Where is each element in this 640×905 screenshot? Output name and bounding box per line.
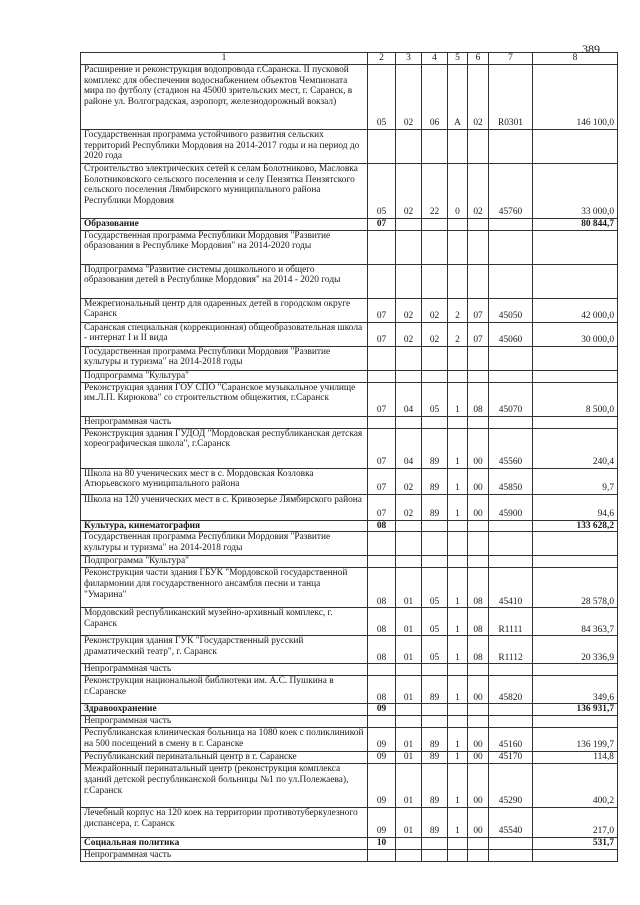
row-direction-code xyxy=(489,129,533,163)
row-name: Непрограммная часть xyxy=(81,716,368,728)
row-section-code: 08 xyxy=(368,568,396,608)
row-subsection-code xyxy=(396,838,422,850)
row-name: Непрограммная часть xyxy=(81,416,368,428)
row-amount: 80 844,7 xyxy=(533,218,618,230)
row-amount: 42 000,0 xyxy=(533,298,618,322)
row-section-code xyxy=(368,849,396,861)
row-program-code: 05 xyxy=(422,636,448,664)
row-direction-code: 45850 xyxy=(489,468,533,494)
row-group-code: 02 xyxy=(468,64,489,129)
row-subsection-code xyxy=(396,416,422,428)
column-header: 4 xyxy=(422,53,448,65)
row-section-code: 07 xyxy=(368,218,396,230)
table-row xyxy=(81,346,618,370)
row-program-code xyxy=(422,230,448,264)
row-group-code xyxy=(468,849,489,861)
row-subprogram-code xyxy=(448,532,468,556)
row-program-code xyxy=(422,532,448,556)
row-name: Непрограммная часть xyxy=(81,664,368,676)
row-direction-code: 45050 xyxy=(489,298,533,322)
row-subsection-code: 02 xyxy=(396,494,422,520)
row-subsection-code xyxy=(396,704,422,716)
row-direction-code: 45900 xyxy=(489,494,533,520)
column-header: 7 xyxy=(489,53,533,65)
row-subprogram-code xyxy=(448,416,468,428)
row-section-code xyxy=(368,370,396,382)
row-subsection-code xyxy=(396,520,422,532)
column-header: 1 xyxy=(81,53,368,65)
row-subsection-code xyxy=(396,532,422,556)
row-subprogram-code: А xyxy=(448,64,468,129)
row-subprogram-code xyxy=(448,264,468,298)
row-program-code xyxy=(422,664,448,676)
row-subsection-code xyxy=(396,218,422,230)
row-group-code: 00 xyxy=(468,808,489,838)
row-direction-code xyxy=(489,416,533,428)
row-name: Непрограммная часть xyxy=(81,849,368,861)
table-row xyxy=(81,568,618,608)
row-subprogram-code: 1 xyxy=(448,728,468,752)
row-group-code: 00 xyxy=(468,428,489,468)
table-row xyxy=(81,716,618,728)
column-header: 8 xyxy=(533,53,618,65)
row-program-code xyxy=(422,520,448,532)
row-name: Мордовский республиканский музейно-архивный комплекс, г. Саранск xyxy=(81,608,368,636)
row-section-code: 07 xyxy=(368,428,396,468)
row-amount: 133 628,2 xyxy=(533,520,618,532)
row-group-code: 07 xyxy=(468,298,489,322)
row-program-code xyxy=(422,346,448,370)
row-section-code xyxy=(368,264,396,298)
row-subsection-code xyxy=(396,849,422,861)
table-row xyxy=(81,416,618,428)
row-program-code: 89 xyxy=(422,764,448,808)
row-name: Реконструкция части здания ГБУК "Мордовской государственной филармонии для государственного ансамбля песни и танца "Умарина" xyxy=(81,568,368,608)
row-program-code xyxy=(422,704,448,716)
row-amount: 349,6 xyxy=(533,676,618,704)
row-name: Саранская специальная (коррекционная) общеобразовательная школа - интернат I и II вида xyxy=(81,322,368,346)
row-amount xyxy=(533,264,618,298)
row-program-code xyxy=(422,129,448,163)
row-group-code xyxy=(468,230,489,264)
row-direction-code: 45160 xyxy=(489,728,533,752)
row-section-code: 09 xyxy=(368,704,396,716)
row-name: Подпрограмма "Культура" xyxy=(81,556,368,568)
row-direction-code xyxy=(489,346,533,370)
row-group-code xyxy=(468,520,489,532)
row-direction-code: 45540 xyxy=(489,808,533,838)
row-group-code xyxy=(468,664,489,676)
row-program-code: 89 xyxy=(422,728,448,752)
table-row xyxy=(81,428,618,468)
row-direction-code: 45760 xyxy=(489,163,533,218)
row-direction-code: R0301 xyxy=(489,64,533,129)
row-group-code: 00 xyxy=(468,676,489,704)
row-program-code xyxy=(422,218,448,230)
section-row xyxy=(81,520,618,532)
row-program-code: 05 xyxy=(422,382,448,416)
row-direction-code: 45060 xyxy=(489,322,533,346)
row-direction-code xyxy=(489,556,533,568)
row-direction-code xyxy=(489,838,533,850)
row-section-code: 10 xyxy=(368,838,396,850)
row-amount: 217,0 xyxy=(533,808,618,838)
row-section-code: 07 xyxy=(368,494,396,520)
row-amount: 146 100,0 xyxy=(533,64,618,129)
row-amount: 400,2 xyxy=(533,764,618,808)
row-program-code xyxy=(422,264,448,298)
row-section-code: 08 xyxy=(368,676,396,704)
row-subprogram-code xyxy=(448,838,468,850)
row-subprogram-code: 1 xyxy=(448,636,468,664)
row-section-code: 05 xyxy=(368,64,396,129)
table-row xyxy=(81,322,618,346)
row-amount xyxy=(533,370,618,382)
row-subprogram-code: 1 xyxy=(448,752,468,764)
row-subsection-code xyxy=(396,264,422,298)
row-program-code: 89 xyxy=(422,494,448,520)
table-row xyxy=(81,468,618,494)
row-amount xyxy=(533,532,618,556)
table-row xyxy=(81,64,618,129)
row-group-code: 02 xyxy=(468,163,489,218)
row-section-code: 07 xyxy=(368,322,396,346)
row-direction-code: 45410 xyxy=(489,568,533,608)
row-name: Реконструкция здания ГОУ СПО "Саранское музыкальное училище им.Л.П. Кирюкова" со строительством общежития, г.Саранск xyxy=(81,382,368,416)
row-name: Школа на 80 ученических мест в с. Мордовская Козловка Атюрьевского муниципального района xyxy=(81,468,368,494)
table-row xyxy=(81,163,618,218)
row-subsection-code xyxy=(396,556,422,568)
row-subprogram-code: 1 xyxy=(448,608,468,636)
row-program-code xyxy=(422,416,448,428)
row-direction-code: 45560 xyxy=(489,428,533,468)
row-subprogram-code: 1 xyxy=(448,764,468,808)
table-row xyxy=(81,636,618,664)
page-number: 389 xyxy=(582,42,600,56)
row-subsection-code xyxy=(396,346,422,370)
row-amount: 20 336,9 xyxy=(533,636,618,664)
row-amount: 28 578,0 xyxy=(533,568,618,608)
row-subsection-code: 02 xyxy=(396,468,422,494)
budget-table xyxy=(80,52,618,862)
row-section-code: 09 xyxy=(368,728,396,752)
row-section-code: 09 xyxy=(368,764,396,808)
row-subsection-code xyxy=(396,230,422,264)
row-subprogram-code xyxy=(448,129,468,163)
row-direction-code: 45290 xyxy=(489,764,533,808)
row-amount: 8 500,0 xyxy=(533,382,618,416)
row-subsection-code: 02 xyxy=(396,64,422,129)
row-subprogram-code xyxy=(448,704,468,716)
row-section-code: 07 xyxy=(368,298,396,322)
row-name: Образование xyxy=(81,218,368,230)
row-subprogram-code xyxy=(448,556,468,568)
row-program-code: 89 xyxy=(422,428,448,468)
row-subprogram-code xyxy=(448,664,468,676)
row-subsection-code: 01 xyxy=(396,728,422,752)
row-name: Реконструкция национальной библиотеки им. А.С. Пушкина в г.Саранске xyxy=(81,676,368,704)
row-amount xyxy=(533,346,618,370)
section-row xyxy=(81,838,618,850)
row-program-code: 89 xyxy=(422,808,448,838)
row-direction-code: R1111 xyxy=(489,608,533,636)
row-group-code: 08 xyxy=(468,568,489,608)
row-name: Здравоохранение xyxy=(81,704,368,716)
table-row xyxy=(81,382,618,416)
column-header: 3 xyxy=(396,53,422,65)
row-section-code: 08 xyxy=(368,636,396,664)
row-section-code: 08 xyxy=(368,608,396,636)
row-name: Республиканский перинатальный центр в г. Саранске xyxy=(81,752,368,764)
row-subprogram-code xyxy=(448,218,468,230)
row-direction-code: 45070 xyxy=(489,382,533,416)
row-section-code: 09 xyxy=(368,752,396,764)
row-group-code: 00 xyxy=(468,494,489,520)
table-row xyxy=(81,764,618,808)
row-subsection-code xyxy=(396,370,422,382)
row-direction-code xyxy=(489,230,533,264)
row-amount: 240,4 xyxy=(533,428,618,468)
table-row xyxy=(81,808,618,838)
table-row xyxy=(81,370,618,382)
row-program-code: 05 xyxy=(422,568,448,608)
column-header: 2 xyxy=(368,53,396,65)
row-subsection-code: 01 xyxy=(396,636,422,664)
row-group-code: 08 xyxy=(468,608,489,636)
row-amount xyxy=(533,230,618,264)
row-subsection-code: 01 xyxy=(396,608,422,636)
row-name: Государственная программа Республики Мордовия "Развитие культуры и туризма" на 2014-2018 годы xyxy=(81,346,368,370)
row-direction-code: R1112 xyxy=(489,636,533,664)
table-row xyxy=(81,494,618,520)
row-group-code xyxy=(468,264,489,298)
row-group-code: 00 xyxy=(468,728,489,752)
row-section-code: 07 xyxy=(368,382,396,416)
row-direction-code xyxy=(489,520,533,532)
row-subsection-code xyxy=(396,664,422,676)
row-group-code xyxy=(468,416,489,428)
row-subprogram-code: 2 xyxy=(448,298,468,322)
table-row xyxy=(81,849,618,861)
row-name: Школа на 120 ученических мест в с. Кривозерье Лямбирского района xyxy=(81,494,368,520)
table-row xyxy=(81,129,618,163)
row-group-code xyxy=(468,556,489,568)
row-group-code xyxy=(468,532,489,556)
row-group-code xyxy=(468,838,489,850)
row-section-code xyxy=(368,230,396,264)
row-direction-code xyxy=(489,218,533,230)
row-subsection-code: 01 xyxy=(396,676,422,704)
row-name: Государственная программа Республики Мордовия "Развитие образования в Республике Мордовия" на 2014-2020 годы xyxy=(81,230,368,264)
row-direction-code xyxy=(489,716,533,728)
row-subprogram-code: 1 xyxy=(448,468,468,494)
row-subsection-code: 02 xyxy=(396,163,422,218)
row-group-code: 08 xyxy=(468,382,489,416)
row-amount: 136 931,7 xyxy=(533,704,618,716)
column-header: 6 xyxy=(468,53,489,65)
row-name: Культура, кинематография xyxy=(81,520,368,532)
row-subsection-code: 04 xyxy=(396,382,422,416)
row-subprogram-code: 1 xyxy=(448,382,468,416)
row-amount xyxy=(533,664,618,676)
row-group-code: 00 xyxy=(468,752,489,764)
row-subprogram-code: 1 xyxy=(448,808,468,838)
table-row xyxy=(81,752,618,764)
row-name: Межрайонный перинатальный центр (реконструкция комплекса зданий детской республиканской больницы №1 по ул.Полежаева), г.Саранск xyxy=(81,764,368,808)
row-direction-code: 45820 xyxy=(489,676,533,704)
row-direction-code xyxy=(489,849,533,861)
row-program-code xyxy=(422,556,448,568)
row-group-code xyxy=(468,370,489,382)
row-amount xyxy=(533,716,618,728)
row-subsection-code xyxy=(396,716,422,728)
row-section-code xyxy=(368,664,396,676)
section-row xyxy=(81,218,618,230)
row-amount: 136 199,7 xyxy=(533,728,618,752)
row-name: Расширение и реконструкция водопровода г.Саранска. II пусковой комплекс для обеспечения водоснабжением объектов Чемпионата мира по футболу (стадион на 45000 зрительских мест, г. Саранск, в районе ул. Волгоградская, аэропорт, железнодорожный вокзал) xyxy=(81,64,368,129)
row-direction-code xyxy=(489,264,533,298)
row-subprogram-code: 1 xyxy=(448,494,468,520)
row-subsection-code: 01 xyxy=(396,808,422,838)
row-section-code xyxy=(368,716,396,728)
table-row xyxy=(81,556,618,568)
row-program-code: 05 xyxy=(422,608,448,636)
row-section-code: 08 xyxy=(368,520,396,532)
row-amount xyxy=(533,416,618,428)
row-amount: 114,8 xyxy=(533,752,618,764)
row-section-code: 09 xyxy=(368,808,396,838)
row-name: Подпрограмма "Развитие системы дошкольного и общего образования детей в Республике Мордовия" на 2014 - 2020 годы xyxy=(81,264,368,298)
row-name: Межрегиональный центр для одаренных детей в городском округе Саранск xyxy=(81,298,368,322)
table-row xyxy=(81,264,618,298)
row-amount xyxy=(533,849,618,861)
row-section-code xyxy=(368,346,396,370)
row-section-code xyxy=(368,556,396,568)
row-program-code xyxy=(422,716,448,728)
row-subsection-code: 04 xyxy=(396,428,422,468)
row-subsection-code: 02 xyxy=(396,322,422,346)
row-amount: 30 000,0 xyxy=(533,322,618,346)
row-amount: 94,6 xyxy=(533,494,618,520)
row-subprogram-code xyxy=(448,346,468,370)
table-row xyxy=(81,728,618,752)
row-subprogram-code xyxy=(448,520,468,532)
row-section-code xyxy=(368,532,396,556)
row-subprogram-code: 1 xyxy=(448,676,468,704)
row-subsection-code: 01 xyxy=(396,752,422,764)
row-group-code xyxy=(468,704,489,716)
row-name: Реконструкция здания ГУК "Государственный русский драматический театр", г. Саранск xyxy=(81,636,368,664)
row-program-code: 06 xyxy=(422,64,448,129)
row-subsection-code: 01 xyxy=(396,764,422,808)
column-header: 5 xyxy=(448,53,468,65)
section-row xyxy=(81,704,618,716)
row-group-code xyxy=(468,346,489,370)
row-group-code xyxy=(468,129,489,163)
row-section-code xyxy=(368,129,396,163)
row-section-code: 05 xyxy=(368,163,396,218)
row-program-code: 02 xyxy=(422,322,448,346)
header-row xyxy=(81,53,618,65)
row-name: Социальная политика xyxy=(81,838,368,850)
row-amount: 33 000,0 xyxy=(533,163,618,218)
row-program-code xyxy=(422,849,448,861)
table-row xyxy=(81,676,618,704)
table-row xyxy=(81,532,618,556)
row-section-code: 07 xyxy=(368,468,396,494)
row-amount xyxy=(533,129,618,163)
row-program-code: 22 xyxy=(422,163,448,218)
row-group-code xyxy=(468,218,489,230)
row-group-code: 08 xyxy=(468,636,489,664)
row-program-code: 89 xyxy=(422,468,448,494)
table-row xyxy=(81,230,618,264)
row-subprogram-code: 1 xyxy=(448,428,468,468)
row-amount: 531,7 xyxy=(533,838,618,850)
row-name: Подпрограмма "Культура" xyxy=(81,370,368,382)
table-row xyxy=(81,298,618,322)
row-name: Государственная программа устойчивого развития сельских территорий Республики Мордовия на 2014-2017 годы и на период до 2020 года xyxy=(81,129,368,163)
row-program-code xyxy=(422,370,448,382)
row-subprogram-code: 2 xyxy=(448,322,468,346)
row-program-code: 89 xyxy=(422,752,448,764)
row-section-code xyxy=(368,416,396,428)
row-direction-code xyxy=(489,370,533,382)
row-subprogram-code xyxy=(448,716,468,728)
row-subprogram-code xyxy=(448,230,468,264)
row-amount xyxy=(533,556,618,568)
row-name: Республиканская клиническая больница на 1080 коек с поликлиникой на 500 посещений в смену в г. Саранске xyxy=(81,728,368,752)
row-program-code: 89 xyxy=(422,676,448,704)
row-subsection-code xyxy=(396,129,422,163)
row-program-code xyxy=(422,838,448,850)
row-group-code: 00 xyxy=(468,764,489,808)
row-group-code: 00 xyxy=(468,468,489,494)
row-amount: 9,7 xyxy=(533,468,618,494)
row-group-code xyxy=(468,716,489,728)
row-subprogram-code xyxy=(448,849,468,861)
row-subprogram-code: 1 xyxy=(448,568,468,608)
row-program-code: 02 xyxy=(422,298,448,322)
row-subprogram-code: 0 xyxy=(448,163,468,218)
row-subsection-code: 01 xyxy=(396,568,422,608)
row-group-code: 07 xyxy=(468,322,489,346)
row-subprogram-code xyxy=(448,370,468,382)
row-direction-code xyxy=(489,664,533,676)
row-subsection-code: 02 xyxy=(396,298,422,322)
row-name: Реконструкция здания ГУДОД "Мордовская республиканская детская хореографическая школа", г.Саранск xyxy=(81,428,368,468)
row-name: Строительство электрических сетей к селам Болотниково, Масловка Болотниковского сельского поселения и селу Пензятка Пензятского сельского поселения Лямбирского муниципального района Республики Мордовия xyxy=(81,163,368,218)
table-row xyxy=(81,608,618,636)
row-direction-code xyxy=(489,704,533,716)
table-row xyxy=(81,664,618,676)
row-name: Лечебный корпус на 120 коек на территории противотуберкулезного диспансера, г. Саранск xyxy=(81,808,368,838)
row-direction-code: 45170 xyxy=(489,752,533,764)
row-name: Государственная программа Республики Мордовия "Развитие культуры и туризма" на 2014-2018 годы xyxy=(81,532,368,556)
row-direction-code xyxy=(489,532,533,556)
row-amount: 84 363,7 xyxy=(533,608,618,636)
